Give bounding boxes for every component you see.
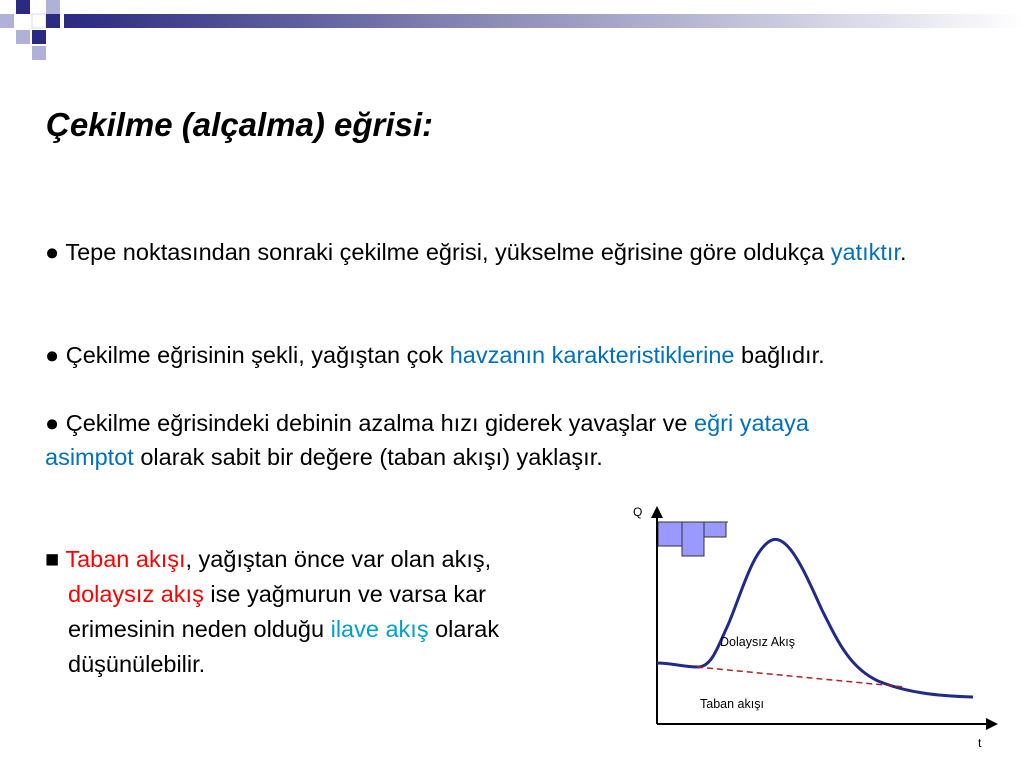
- rainfall-bars: [658, 522, 728, 556]
- y-axis-arrow-icon: [651, 506, 663, 518]
- highlight-text: ilave akış: [330, 616, 429, 642]
- bullet-icon: ●: [45, 342, 60, 368]
- highlight-text: asimptot: [45, 444, 134, 470]
- paragraph-text: düşünülebilir.: [68, 651, 206, 677]
- paragraph-text: ise yağmurun ve varsa kar: [210, 581, 486, 607]
- hydrograph-curve: [657, 539, 973, 697]
- paragraph-text: olarak: [435, 616, 500, 642]
- header-square: [32, 46, 46, 60]
- highlight-text: eğri yataya: [694, 410, 809, 436]
- baseflow-label: Taban akışı: [700, 697, 764, 711]
- header-square: [46, 0, 60, 14]
- paragraph-text: , yağıştan önce var olan akış,: [185, 546, 492, 572]
- paragraph-text: olarak sabit bir değere (taban akışı) yaklaşır.: [140, 444, 603, 470]
- highlight-text: yatıktır: [830, 239, 900, 265]
- bullet-icon: ●: [45, 239, 60, 265]
- header-gradient-band: [64, 14, 1024, 28]
- paragraph-text: .: [899, 239, 907, 265]
- bullet-icon: ●: [45, 410, 60, 436]
- header-decoration: [0, 0, 1024, 70]
- x-axis-arrow-icon: [986, 718, 998, 730]
- slide-title: Çekilme (alçalma) eğrisi:: [46, 106, 434, 143]
- highlight-text: Taban akışı: [65, 546, 186, 572]
- paragraph-text: bağlıdır.: [741, 342, 825, 368]
- highlight-text: havzanın karakteristiklerine: [449, 342, 735, 368]
- header-square: [0, 14, 14, 28]
- paragraph-text: Tepe noktasından sonraki çekilme eğrisi, yükselme eğrisine göre oldukça: [65, 239, 825, 265]
- rainfall-bar: [704, 522, 726, 537]
- square-bullet-icon: ■: [45, 546, 60, 572]
- bullet-paragraph-2: [45, 338, 1005, 372]
- bullet-paragraph-3: [45, 406, 1005, 474]
- header-square: [32, 30, 46, 44]
- direct-runoff-label: Dolaysız Akış: [720, 635, 796, 649]
- paragraph-text: erimesinin neden olduğu: [68, 616, 325, 642]
- rainfall-bar: [658, 522, 682, 546]
- baseflow-separation-line: [697, 667, 905, 687]
- rainfall-bar: [682, 522, 704, 556]
- highlight-text: dolaysız akış: [68, 581, 204, 607]
- paragraph-text: Çekilme eğrisindeki debinin azalma hızı giderek yavaşlar ve: [65, 410, 688, 436]
- square-bullet-paragraph: [45, 542, 625, 682]
- y-axis-label: Q: [633, 505, 643, 519]
- header-square: [16, 30, 30, 44]
- hydrograph-chart: [620, 495, 1020, 765]
- header-square: [16, 0, 30, 14]
- bullet-paragraph-1: [45, 235, 1005, 269]
- x-axis-label: t: [978, 736, 982, 750]
- paragraph-text: Çekilme eğrisinin şekli, yağıştan çok: [65, 342, 444, 368]
- header-square: [46, 14, 60, 28]
- header-square: [32, 14, 46, 28]
